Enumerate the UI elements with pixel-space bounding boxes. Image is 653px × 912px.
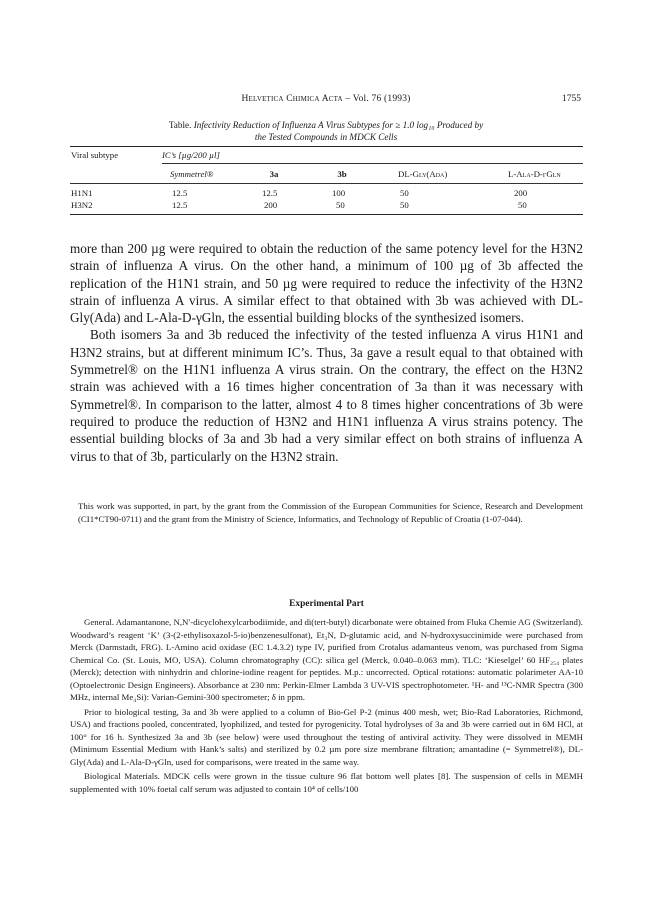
table-group-header: IC’s [µg/200 µl]: [162, 150, 220, 160]
journal-volume: – Vol. 76 (1993): [342, 94, 411, 104]
experimental-paragraph: Biological Materials. MDCK cells were grown in the tissue culture 96 flat bottom well plates [8]. The suspension of cells in MEMH supplemented with 10% foetal calf serum was adjusted to contain 10⁴ of cells/100: [70, 771, 583, 794]
table-col-header: Symmetrel®: [170, 169, 214, 179]
table-col-header: L-Ala-D-γGln: [508, 169, 561, 179]
experimental-paragraph: Prior to biological testing, 3a and 3b were applied to a column of Bio-Gel P-2 (minus 400 mesh, wet; Bio-Rad Laboratories, Richmond, USA) and fractions pooled, concentrated, lyophilized, and tested for pyrogenicity. Total hydrolyses of 3a and 3b were carried out in 6M HCl, at 100° for 16 h. Synthesized 3a and 3b (see below) were used throughout the testing of antiviral activity. They were dissolved in MEMH (Minimum Essential Medium with Hank’s salts) and sterilized by 0.2 µm pore size membrane filtration; amantadine (= Symmetrel®), DL-Gly(Ada) and L-Ala-D-γGln, used for comparisons, were treated in the same way.: [70, 706, 583, 767]
table-row-label: H1N1: [71, 188, 93, 198]
table-row-label: H3N2: [71, 200, 93, 210]
table-cell: 100: [332, 188, 346, 198]
page-number: 1755: [562, 94, 581, 104]
table-cell: 12.5: [262, 188, 278, 198]
experimental-paragraph: General. Adamantanone, N,N′-dicyclohexylcarbodiimide, and di(tert-butyl) dicarbonate were obtained from Fluka Chemie AG (Switzerland). Woodward’s reagent ‘K’ (3-(2-ethylisoxazol-5-io)benzenesulfonat), Et₃N, D-glutamic acid, and N-hydroxysuccinimide were purchased from Merck (Darmstadt, FRG). L-Amino acid oxidase (EC 1.4.3.2) type IV, purified from Crotalus adamanteus venom, was purchased from Sigma Chemical Co. (St. Louis, MO, USA). Column chromatography (CC): silica gel (Merck, 0.040–0.063 mm). TLC: ‘Kieselgel’ 60 HF₂₅₄ plates (Merck); detection with ninhydrin and chlorine-iodine reagent for peptides. M.p.: uncorrected. Optical rotations: automatic polarimeter AA-10 (Optoelectronic Design Engineers). Absorbance at 230 nm: Perkin-Elmer Lambda 3 UV-VIS spectrophotometer. ¹H- and ¹³C-NMR Spectra (300 MHz, internal Me₄Si): Varian-Gemini-300 spectrometer; δ in ppm.: [70, 617, 583, 702]
body-paragraph: more than 200 µg were required to obtain the reduction of the same potency level for the H3N2 strain of influenza A virus. On the other hand, a minimum of 100 µg of 3b affected the replication of the H1N1 strain, and 50 µg were required to reduce the infectivity of the H3N2 strain of influenza A virus. A similar effect to that obtained with 3b was achieved with DL-Gly(Ada) and L-Ala-D-γGln, the essential building blocks of the synthesized isomers.: [70, 241, 583, 326]
table-cell: 200: [264, 200, 278, 210]
table-header-rule: [70, 183, 583, 184]
table-cell: 50: [336, 200, 345, 210]
running-header: [0, 94, 653, 108]
table-cell: 50: [518, 200, 527, 210]
table-cell: 200: [514, 188, 528, 198]
experimental-text: [70, 616, 583, 795]
table-top-rule: [70, 146, 583, 147]
body-text: [70, 240, 583, 465]
journal-name: Helvetica Chimica Acta: [241, 94, 343, 104]
table-caption: [70, 119, 582, 143]
table-group-rule: [162, 163, 583, 164]
body-paragraph: Both isomers 3a and 3b reduced the infectivity of the tested influenza A virus H1N1 and H3N2 strains, but at different minimum IC’s. Thus, 3a gave a result equal to that obtained with Symmetrel® on the H1N1 influenza A virus strain. On the contrary, the effect on the H3N2 strain was achieved with a 16 times higher concentration of 3a than it was necessary with Symmetrel®. In comparison to the latter, almost 4 to 8 times higher concentrations of 3b were required to produce the reduction of H3N2 and H1N1 influenza A virus strains potency. The essential building blocks of 3a and 3b had a very similar effect on both strains of influenza A virus to that of 3b, particularly on the H3N2 strain.: [70, 327, 583, 464]
table-cell: 50: [400, 200, 409, 210]
table-bottom-rule: [70, 214, 583, 215]
table-col-header: DL-Gly(Ada): [398, 169, 448, 179]
table-cell: 50: [400, 188, 409, 198]
journal-title: [176, 94, 476, 104]
section-title: Experimental Part: [289, 599, 364, 609]
table-cell: 12.5: [172, 188, 188, 198]
table-stub-header: Viral subtype: [71, 150, 119, 160]
table-col-header: 3b: [337, 169, 347, 179]
table-caption-line-2: the Tested Compounds in MDCK Cells: [254, 132, 398, 142]
table-label: Table.: [168, 120, 194, 130]
acknowledgement: This work was supported, in part, by the grant from the Commission of the European Communities for Science, Research and Development (CI1*CT90-0711) and the grant from the Ministry of Science, Informatics, and Technology of Republic of Croatia (1-07-044).: [78, 501, 583, 524]
table-cell: 12.5: [172, 200, 188, 210]
table-col-header: 3a: [269, 169, 279, 179]
table-caption-line-1: Infectivity Reduction of Influenza A Virus Subtypes for ≥ 1.0 log₁₀ Produced by: [193, 120, 484, 130]
